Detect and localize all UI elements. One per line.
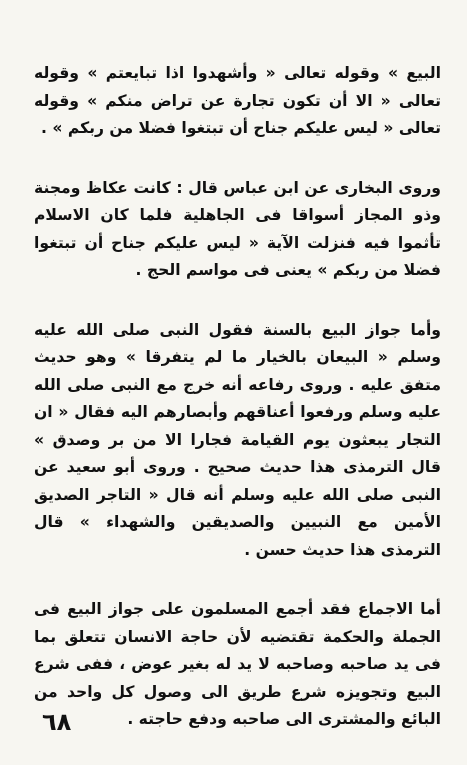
- paragraph-4: أما الاجماع فقد أجمع المسلمون على جواز البيع فى الجملة والحكمة تقتضيه لأن حاجة الانسان تتعلق بما فى يد صاحبه وصاحبه لا يد له بغير عوض ، ففى شرع البيع وتجويزه شرع طريق الى وصول كل واحد من البائع والمشترى الى صاحبه ودفع حاجته .: [34, 600, 441, 728]
- paragraph-2: وروى البخارى عن ابن عباس قال : كانت عكاظ ومجنة وذو المجاز أسواقا فى الجاهلية فلما كان الاسلام تأثموا فيه فنزلت الآية « ليس عليكم جناح أن تبتغوا فضلا من ربكم » يعنى فى مواسم الحج .: [34, 178, 441, 279]
- paragraph-1: البيع » وقوله تعالى « وأشهدوا اذا تبايعتم » وقوله تعالى « الا أن تكون تجارة عن تراض منكم » وقوله تعالى « ليس عليكم جناح أن تبتغوا فضلا من ربكم » .: [34, 64, 441, 137]
- paragraph-3: وأما جواز البيع بالسنة فقول النبى صلى الله عليه وسلم « البيعان بالخيار ما لم يتفرقا » وهو حديث متفق عليه . وروى رفاعه أنه خرج مع النبى صلى الله عليه وسلم ورفعوا أعناقهم وأبصارهم اليه فقال « ان التجار يبعثون يوم القيامة فجارا الا من بر وصدق » قال الترمذى هذا حديث صحيح . وروى أبو سعيد عن النبى صلى الله عليه وسلم أنه قال « التاجر الصديق الأمين مع النبيين والصديقين والشهداء » قال الترمذى هذا حديث حسن .: [34, 320, 441, 559]
- page-body: [34, 60, 441, 765]
- page-number: ٦٨: [42, 708, 72, 736]
